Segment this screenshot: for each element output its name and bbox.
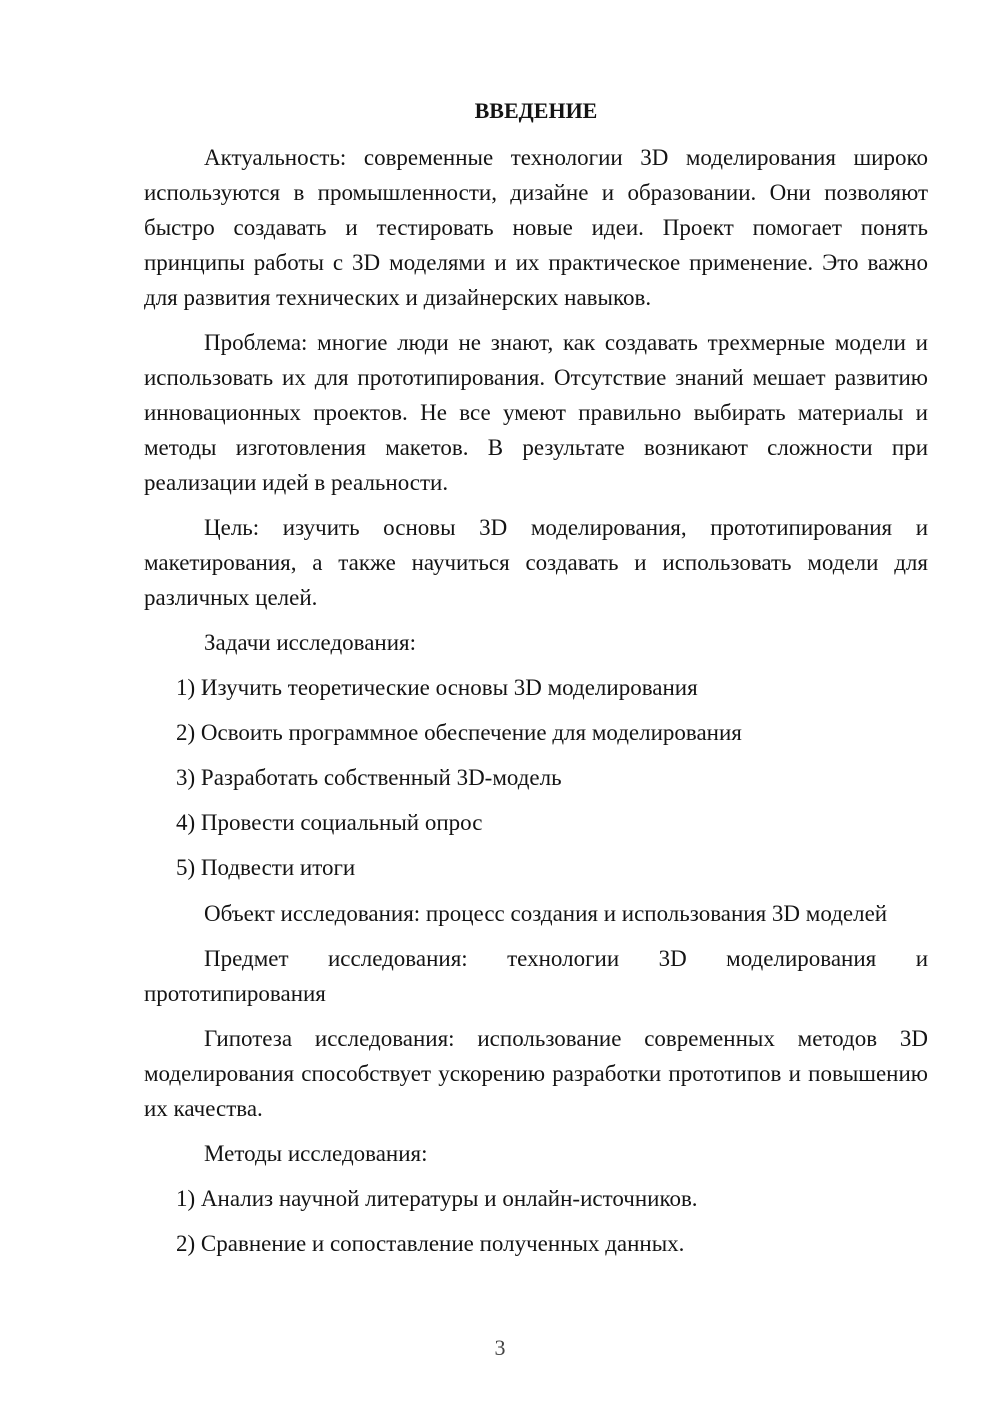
page-number: 3	[494, 1335, 506, 1360]
goal-paragraph: Цель: изучить основы 3D моделирования, прототипирования и макетирования, а также научиться создавать и использовать модели для различных целей.	[144, 515, 928, 610]
task-item: 4) Провести социальный опрос	[176, 810, 483, 835]
object-paragraph: Объект исследования: процесс создания и использования 3D моделей	[204, 901, 888, 926]
task-item: 3) Разработать собственный 3D-модель	[176, 765, 562, 790]
method-item: 2) Сравнение и сопоставление полученных данных.	[176, 1231, 685, 1256]
task-item: 2) Освоить программное обеспечение для моделирования	[176, 720, 742, 745]
page-title: ВВЕДЕНИЕ	[474, 98, 598, 123]
hypothesis-paragraph: Гипотеза исследования: использование современных методов 3D моделирования способствует ускорению разработки прототипов и повышению их качества.	[144, 1026, 928, 1121]
methods-heading: Методы исследования:	[204, 1141, 428, 1166]
methods-list	[144, 1181, 928, 1261]
tasks-list	[144, 670, 928, 885]
relevance-paragraph: Актуальность: современные технологии 3D моделирования широко используются в промышленности, дизайне и образовании. Они позволяют быстро создавать и тестировать новые идеи. Проект помогает понять принципы работы с 3D моделями и их практическое применение. Это важно для развития технических и дизайнерских навыков.	[144, 145, 928, 310]
method-item: 1) Анализ научной литературы и онлайн-источников.	[176, 1186, 698, 1211]
page-content	[144, 96, 928, 1272]
tasks-heading: Задачи исследования:	[204, 630, 417, 655]
task-item: 5) Подвести итоги	[176, 855, 356, 880]
subject-paragraph: Предмет исследования: технологии 3D моделирования и прототипирования	[144, 946, 928, 1006]
task-item: 1) Изучить теоретические основы 3D моделирования	[176, 675, 698, 700]
problem-paragraph: Проблема: многие люди не знают, как создавать трехмерные модели и использовать их для прототипирования. Отсутствие знаний мешает развитию инновационных проектов. Не все умеют правильно выбирать материалы и методы изготовления макетов. В результате возникают сложности при реализации идей в реальности.	[144, 330, 928, 495]
